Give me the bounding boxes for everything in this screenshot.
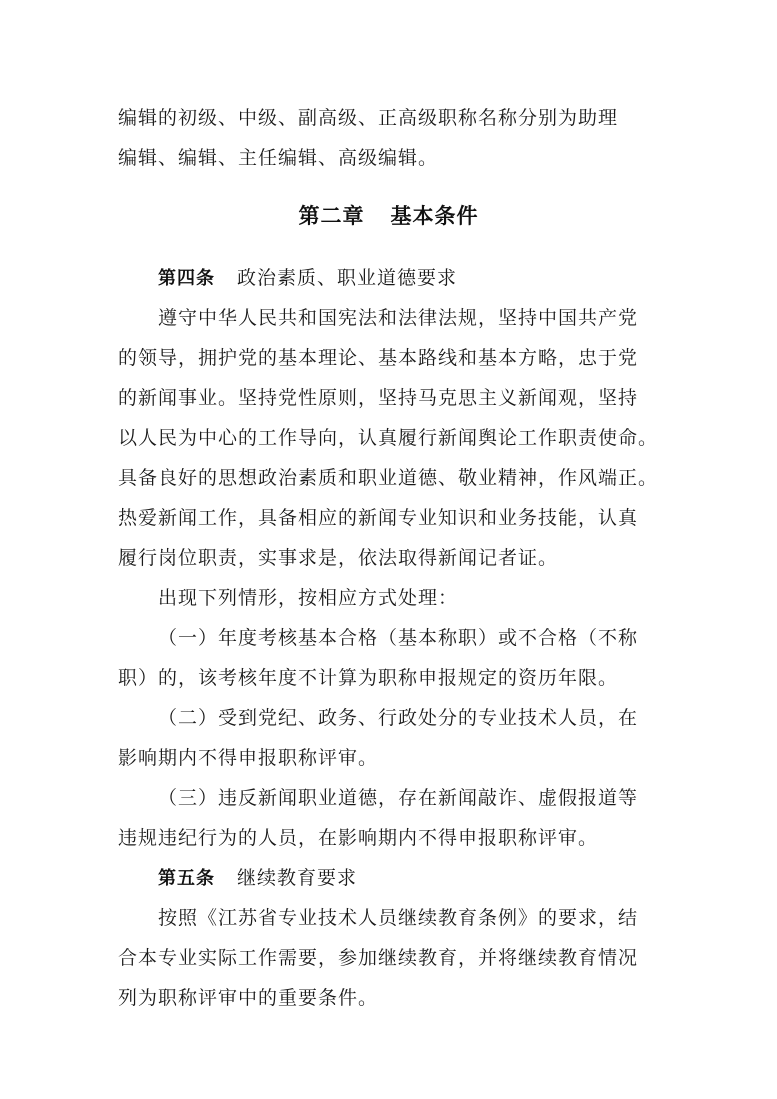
chapter-heading <box>0 203 777 229</box>
paragraph-line: 列为职称评审中的重要条件。 <box>118 987 379 1009</box>
paragraph-line: 出现下列情形，按相应方式处理： <box>158 587 459 609</box>
paragraph-line: 以人民为中心的工作导向，认真履行新闻舆论工作职责使命。 <box>118 427 659 449</box>
article-5-title: 继续教育要求 <box>237 867 358 889</box>
article-5-heading <box>158 866 357 890</box>
paragraph-line: 的领导，拥护党的基本理论、基本路线和基本方略，忠于党 <box>118 347 639 369</box>
article-4-label: 第四条 <box>158 268 215 289</box>
paragraph-line: 履行岗位职责，实事求是，依法取得新闻记者证。 <box>118 547 559 569</box>
article-5-label: 第五条 <box>158 868 215 889</box>
list-item-line: （三）违反新闻职业道德，存在新闻敲诈、虚假报道等 <box>158 787 639 809</box>
intro-line: 编辑、编辑、主任编辑、高级编辑。 <box>118 147 439 169</box>
list-item-line: （一）年度考核基本合格（基本称职）或不合格（不称 <box>158 627 639 649</box>
paragraph-line: 热爱新闻工作，具备相应的新闻专业知识和业务技能，认真 <box>118 507 639 529</box>
paragraph-line: 按照《江苏省专业技术人员继续教育条例》的要求，结 <box>158 907 639 929</box>
list-item-line: （二）受到党纪、政务、行政处分的专业技术人员，在 <box>158 707 639 729</box>
paragraph-line: 具备良好的思想政治素质和职业道德、敬业精神，作风端正。 <box>118 467 659 489</box>
paragraph-line: 合本专业实际工作需要，参加继续教育，并将继续教育情况 <box>118 947 639 969</box>
list-item-line: 影响期内不得申报职称评审。 <box>118 747 379 769</box>
article-4-title: 政治素质、职业道德要求 <box>237 267 458 289</box>
chapter-title: 基本条件 <box>390 204 479 228</box>
chapter-number: 第二章 <box>298 204 365 228</box>
list-item-line: 职）的，该考核年度不计算为职称申报规定的资历年限。 <box>118 667 619 689</box>
list-item-line: 违规违纪行为的人员，在影响期内不得申报职称评审。 <box>118 827 599 849</box>
paragraph-line: 的新闻事业。坚持党性原则，坚持马克思主义新闻观，坚持 <box>118 387 639 409</box>
article-4-heading <box>158 266 457 290</box>
intro-line: 编辑的初级、中级、副高级、正高级职称名称分别为助理 <box>118 107 619 129</box>
paragraph-line: 遵守中华人民共和国宪法和法律法规，坚持中国共产党 <box>158 307 639 329</box>
